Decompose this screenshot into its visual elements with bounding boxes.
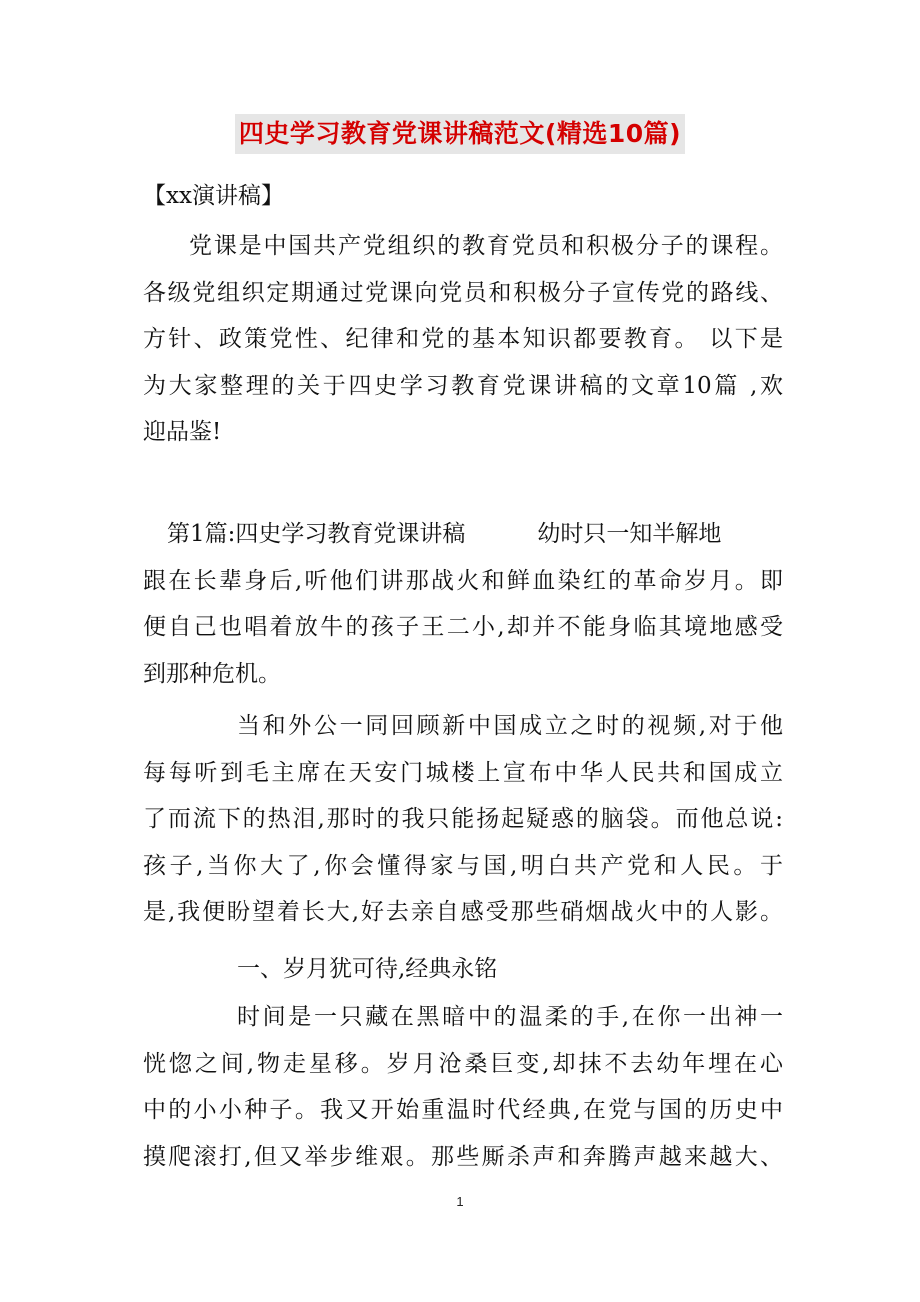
para3-line: 时间是一只藏在黑暗中的温柔的手,在你一出神一 [237, 1004, 783, 1030]
paragraph-2 [143, 703, 783, 936]
subheading: 一、岁月犹可待,经典永铭 [237, 956, 498, 982]
section1-line: 便自己也唱着放牛的孩子王二小,却并不能身临其境地感受 [143, 614, 783, 640]
para3-line: 恍惚之间,物走星移。岁月沧桑巨变,却抹不去幼年埋在心 [143, 1050, 783, 1077]
intro-line: 为大家整理的关于四史学习教育党课讲稿的文章10篇 ,欢 [143, 372, 783, 399]
intro-line: 迎品鉴! [143, 419, 222, 445]
para2-line: 了而流下的热泪,那时的我只能扬起疑惑的脑袋。而他总说: [143, 806, 783, 832]
intro-line: 方针、政策党性、纪律和党的基本知识都要教育。 以下是 [143, 326, 783, 352]
section1-line: 到那种危机。 [143, 660, 281, 687]
paragraph-3 [143, 994, 783, 1180]
section1-line: 跟在长辈身后,听他们讲那战火和鲜血染红的革命岁月。即 [143, 567, 783, 594]
para2-line: 每每听到毛主席在天安门城楼上宣布中华人民共和国成立 [143, 759, 783, 786]
para2-line: 孩子,当你大了,你会懂得家与国,明白共产党和人民。于 [143, 852, 783, 879]
subheading-block [143, 946, 783, 993]
category-tag: 【xx演讲稿】 [143, 183, 284, 209]
para3-line: 中的小小种子。我又开始重温时代经典,在党与国的历史中 [143, 1097, 783, 1123]
section1-heading: 第1篇:四史学习教育党课讲稿 [167, 521, 466, 547]
document-title: 四史学习教育党课讲稿范文(精选10篇) [235, 114, 685, 154]
para2-line: 是,我便盼望着长大,好去亲自感受那些硝烟战火中的人影。 [143, 899, 783, 925]
page-number: 1 [456, 1194, 464, 1209]
section1-first-line [143, 511, 783, 558]
intro-paragraph [143, 223, 783, 456]
para3-line: 摸爬滚打,但又举步维艰。那些厮杀声和奔腾声越来越大、 [143, 1143, 783, 1170]
section1-first-line-rest: 幼时只一知半解地 [537, 521, 722, 547]
section1-paragraph [143, 511, 783, 697]
title-container [0, 114, 920, 154]
para2-line: 当和外公一同回顾新中国成立之时的视频,对于他 [237, 713, 783, 739]
intro-line: 各级党组织定期通过党课向党员和积极分子宣传党的路线、 [143, 279, 783, 306]
intro-line: 党课是中国共产党组织的教育党员和积极分子的课程。 [189, 233, 783, 259]
